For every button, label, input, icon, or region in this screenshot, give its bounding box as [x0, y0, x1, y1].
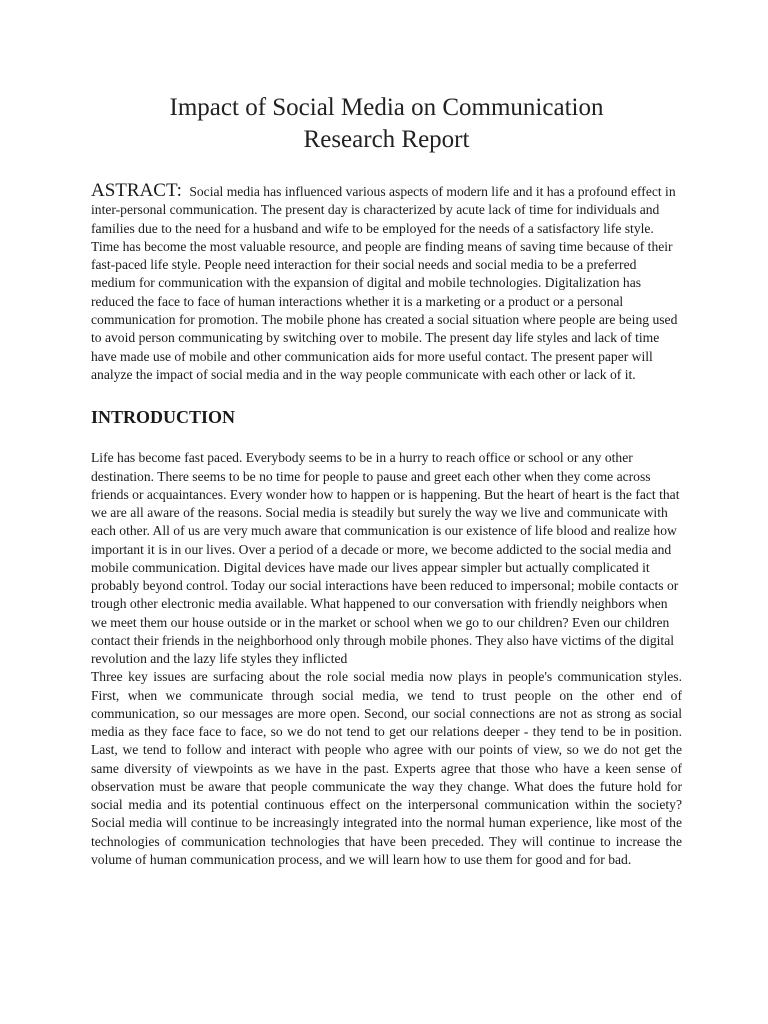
title-line-1: Impact of Social Media on Communication	[169, 94, 604, 121]
title-line-2: Research Report	[303, 126, 470, 153]
abstract-label: ASTRACT:	[91, 180, 182, 201]
abstract-text: Social media has influenced various aspects of modern life and it has a profound effect in inter-personal communication. The present day is characterized by acute lack of time for individuals and families due to the need for a husband and wife to be employed for the needs of a satisfactory life style. Time has become the most valuable resource, and people are finding means of saving time because of their fast-paced life style. People need interaction for their social needs and social media to be a preferred medium for communication with the expansion of digital and mobile technologies. Digitalization has reduced the face to face of human interactions whether it is a marketing or a product or a personal communication for promotion. The mobile phone has created a social situation where people are being used to avoid person communicating by switching over to mobile. The present day life styles and lack of time have made use of mobile and other communication aids for more useful contact. The present paper will analyze the impact of social media and in the way people communicate with each other or lack of it.	[91, 184, 678, 382]
page-title	[91, 92, 682, 156]
intro-paragraph-2: Three key issues are surfacing about the role social media now plays in people's communication styles. First, when we communicate through social media, we tend to trust people on the other end of communication, so our messages are more open. Second, our social connections are not as strong as social media as they face face to face, so we do not tend to get our relations deeper - they tend to be in position. Last, we tend to follow and interact with people who agree with our points of view, so we do not get the same diversity of viewpoints as we have in the past. Experts agree that those who have a keen sense of observation must be aware that people communicate the way they change. What does the future hold for social media and its potential continuous effect on the interpersonal communication within the society? Social media will continue to be increasingly integrated into the normal human experience, like most of the technologies of communication technologies that have been preceded. They will continue to increase the volume of human communication process, and we will learn how to use them for good and for bad.	[91, 669, 682, 867]
introduction-heading: INTRODUCTION	[91, 407, 236, 428]
abstract-paragraph	[91, 182, 682, 384]
intro-paragraph-1: Life has become fast paced. Everybody seems to be in a hurry to reach office or school or any other destination. There seems to be no time for people to pause and greet each other when they come across friends or acquaintances. Every wonder how to happen or is happening. But the heart of heart is the fact that we are all aware of the reasons. Social media is steadily but surely the way we live and communicate with each other. All of us are very much aware that communication is our existence of life blood and realize how important it is in our lives. Over a period of a decade or more, we become addicted to the social media and mobile communication. Digital devices have made our lives appear simpler but actually complicated it probably beyond control. Today our social interactions have been reduced to impersonal; mobile contacts or trough other electronic media available. What happened to our conversation with friendly neighbors when we meet them our house outside or in the market or school when we go to our children? Even our children contact their friends in the neighborhood only through mobile phones. They also have victims of the digital revolution and the lazy life styles they inflicted	[91, 450, 680, 667]
